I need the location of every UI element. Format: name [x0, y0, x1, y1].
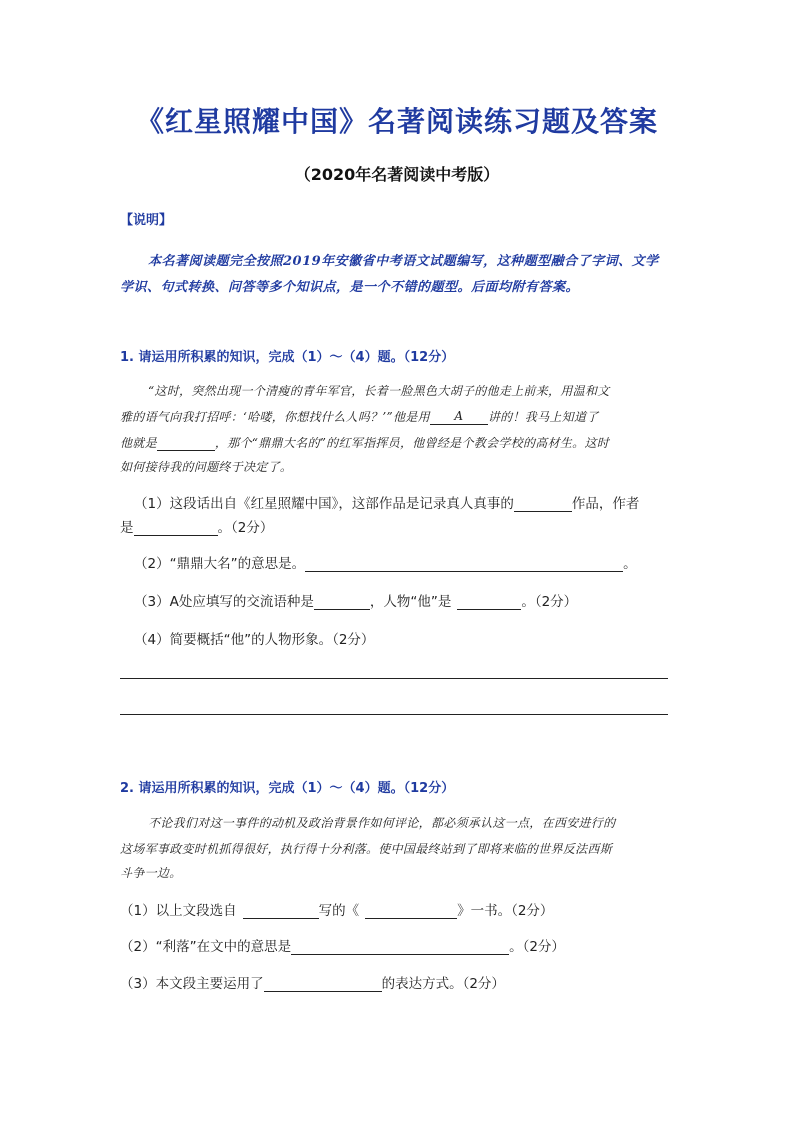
q1-sub-3-blank-language[interactable]: [314, 594, 370, 610]
q2-passage-line-1: 不论我们对这一事件的动机及政治背景作如何评论，都必须承认这一点，在西安进行的: [148, 816, 616, 830]
q1-sub-1-blank-genre[interactable]: [514, 496, 572, 512]
q1-passage-line-3b: ，那个“鼎鼎大名的”的红军指挥员，他曾经是个教会学校的高材生。这时: [214, 436, 610, 450]
answer-line-1[interactable]: [120, 678, 668, 679]
q2-sub-2: [120, 935, 565, 955]
q1-passage-line-2a: 雅的语气向我打招呼：‘哈喽，你想找什么人吗？’”他是用: [120, 410, 430, 424]
q2-sub-2-text-b: 。（2分）: [509, 939, 565, 955]
document-title: 《红星照耀中国》名著阅读练习题及答案: [135, 105, 658, 138]
question-2-heading: 2. 请运用所积累的知识，完成（1）～（4）题。（12分）: [120, 781, 455, 796]
q2-sub-2-text: （2）“利落”在文中的意思是: [120, 939, 292, 955]
q1-sub-3-text: （3）A处应填写的交流语种是: [134, 594, 314, 610]
q1-sub-1-text-d: 。（2分）: [217, 520, 274, 536]
q1-blank-name[interactable]: [157, 435, 215, 451]
q2-sub-3-text-b: 的表达方式。（2分）: [381, 976, 505, 992]
q2-sub-3-text: （3）本文段主要运用了: [120, 976, 264, 992]
q2-sub-3: [120, 972, 505, 992]
question-1-heading: 1. 请运用所积累的知识，完成（1）～（4）题。（12分）: [120, 350, 455, 365]
intro-line-2: 学识、句式转换、问答等多个知识点，是一个不错的题型。后面均附有答案。: [120, 280, 580, 295]
note-label: 【说明】: [120, 213, 173, 228]
q2-sub-1-text-c: 》一书。（2分）: [457, 903, 554, 919]
q2-sub-1-text-b: 写的《: [318, 903, 360, 919]
q2-sub-1-blank-author[interactable]: [243, 903, 319, 919]
document-subtitle: （2020年名著阅读中考版）: [294, 165, 500, 184]
q1-sub-4: （4）简要概括“他”的人物形象。（2分）: [134, 632, 375, 648]
q1-sub-3-text-b: ，人物“他”是: [369, 594, 452, 610]
q1-sub-2-text-b: 。: [623, 556, 637, 572]
q1-blank-a[interactable]: A: [430, 409, 488, 425]
q1-sub-3-blank-person[interactable]: [457, 594, 521, 610]
q1-sub-2-blank[interactable]: [305, 556, 623, 572]
q1-passage-line-2: [120, 408, 680, 425]
q2-sub-1: [120, 899, 553, 919]
q2-passage-line-2: 这场军事政变时机抓得很好，执行得十分利落。使中国最终站到了即将来临的世界反法西斯: [120, 842, 613, 856]
q1-sub-1: [134, 492, 639, 512]
q2-sub-1-blank-book[interactable]: [365, 903, 457, 919]
q1-passage-line-3: [120, 434, 680, 451]
q2-sub-1-text: （1）以上文段选自: [120, 903, 237, 919]
q1-sub-1-text-b: 作品，作者: [571, 496, 640, 512]
q2-sub-2-blank[interactable]: [291, 939, 509, 955]
q1-passage-line-1: “这时，突然出现一个清瘦的青年军官，长着一脸黑色大胡子的他走上前来，用温和文: [148, 384, 610, 398]
q1-sub-3: [134, 590, 577, 610]
q1-sub-1-cont: [120, 516, 273, 536]
q1-passage-line-4: 如何接待我的问题终于决定了。: [120, 460, 293, 474]
q1-sub-1-text-c: 是: [120, 520, 134, 536]
q1-sub-3-text-c: 。（2分）: [521, 594, 578, 610]
q1-sub-1-blank-author[interactable]: [134, 520, 218, 536]
answer-line-2[interactable]: [120, 714, 668, 715]
q1-sub-2-text: （2）“鼎鼎大名”的意思是。: [134, 556, 306, 572]
q1-sub-1-text: （1）这段话出自《红星照耀中国》，这部作品是记录真人真事的: [134, 496, 514, 512]
q2-sub-3-blank[interactable]: [264, 976, 382, 992]
q2-passage-line-3: 斗争一边。: [120, 866, 182, 880]
q1-passage-line-3a: 他就是: [120, 436, 157, 450]
q1-passage-line-2b: 讲的！我马上知道了: [487, 410, 599, 424]
q1-sub-2: [134, 552, 637, 572]
intro-line-1: 本名著阅读题完全按照2019年安徽省中考语文试题编写，这种题型融合了字词、文学: [148, 254, 659, 269]
